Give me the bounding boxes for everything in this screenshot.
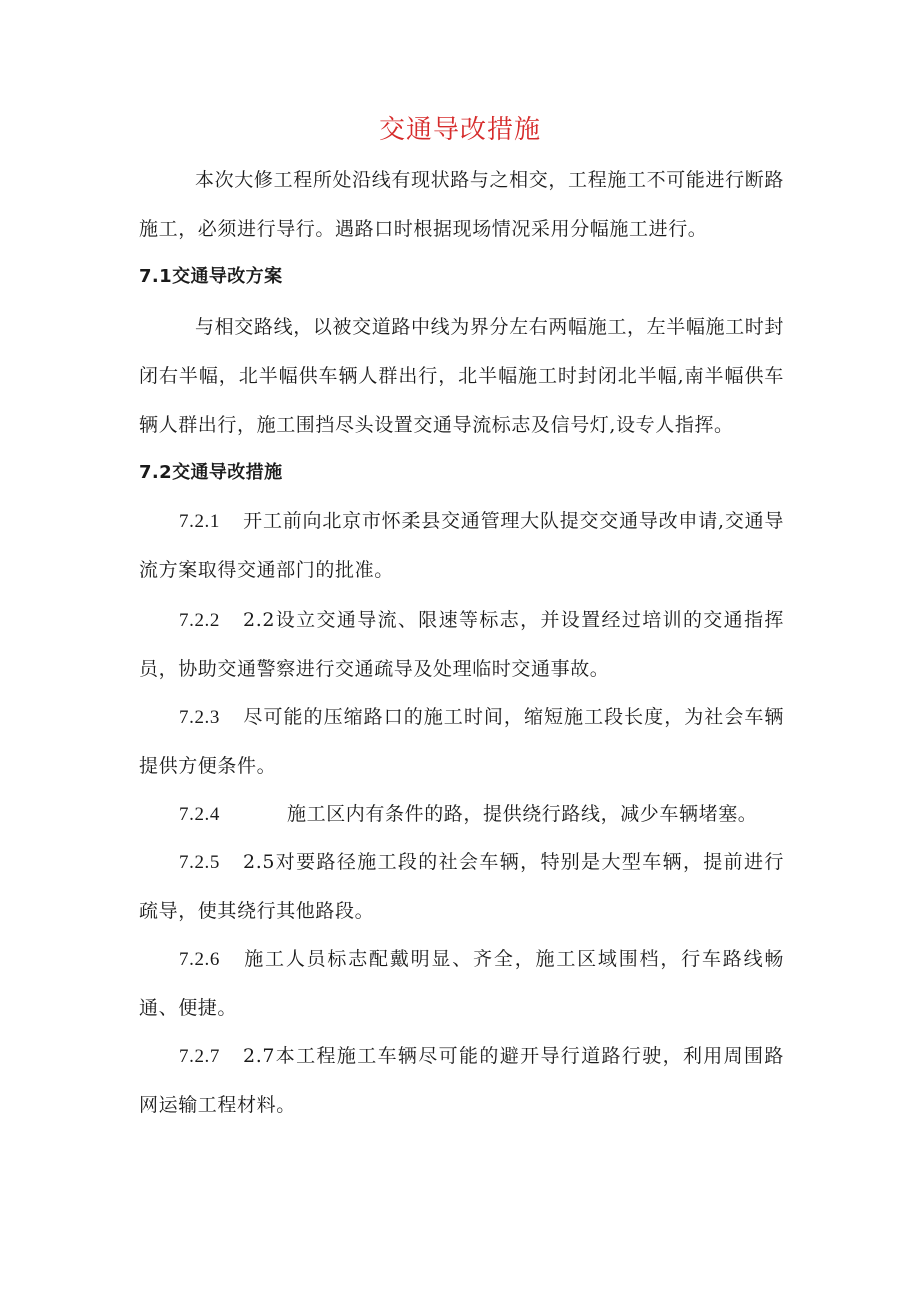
item-text: 尽可能的压缩路口的施工时间，缩短施工段长度，为社会车辆提供方便条件。: [139, 706, 784, 777]
section-7-1-paragraph: [139, 303, 784, 450]
intro-paragraph: [139, 156, 784, 254]
section-7-1-text: 与相交路线，以被交道路中线为界分左右两幅施工，左半幅施工时封闭右半幅，北半幅供车辆人群出行，北半幅施工时封闭北半幅,南半幅供车辆人群出行，施工围挡尽头设置交通导流标志及信号灯,设专人指挥。: [139, 316, 784, 436]
item-text: 2.2设立交通导流、限速等标志，并设置经过培训的交通指挥员，协助交通警察进行交通疏导及处理临时交通事故。: [139, 609, 784, 680]
list-item-7-2-1: [139, 497, 784, 595]
item-number: 7.2.1: [179, 511, 220, 532]
document-title: 交通导改措施: [378, 115, 541, 145]
section-heading-7-1: 7.1交通导改方案: [139, 266, 283, 287]
list-item-7-2-4: [139, 790, 784, 839]
item-number: 7.2.3: [179, 707, 220, 728]
item-text: 施工区内有条件的路，提供绕行路线，减少车辆堵塞。: [287, 803, 758, 825]
item-text: 2.7本工程施工车辆尽可能的避开导行道路行驶，利用周围路网运输工程材料。: [139, 1045, 784, 1116]
item-text: 施工人员标志配戴明显、齐全，施工区域围档，行车路线畅通、便捷。: [139, 948, 784, 1019]
item-number: 7.2.4: [179, 804, 220, 825]
list-item-7-2-2: [139, 596, 784, 694]
list-item-7-2-5: [139, 838, 784, 936]
list-item-7-2-3: [139, 693, 784, 791]
section-heading-7-2: 7.2交通导改措施: [139, 462, 283, 483]
list-item-7-2-7: [139, 1032, 784, 1130]
item-number: 7.2.5: [179, 852, 220, 873]
list-item-7-2-6: [139, 935, 784, 1033]
item-text: 开工前向北京市怀柔县交通管理大队提交交通导改申请,交通导流方案取得交通部门的批准。: [139, 510, 784, 581]
item-number: 7.2.2: [179, 610, 220, 631]
intro-text: 本次大修工程所处沿线有现状路与之相交，工程施工不可能进行断路施工，必须进行导行。遇路口时根据现场情况采用分幅施工进行。: [139, 169, 784, 240]
item-text: 2.5对要路径施工段的社会车辆，特别是大型车辆，提前进行疏导，使其绕行其他路段。: [139, 851, 784, 922]
item-number: 7.2.6: [179, 949, 220, 970]
item-number: 7.2.7: [179, 1046, 220, 1067]
